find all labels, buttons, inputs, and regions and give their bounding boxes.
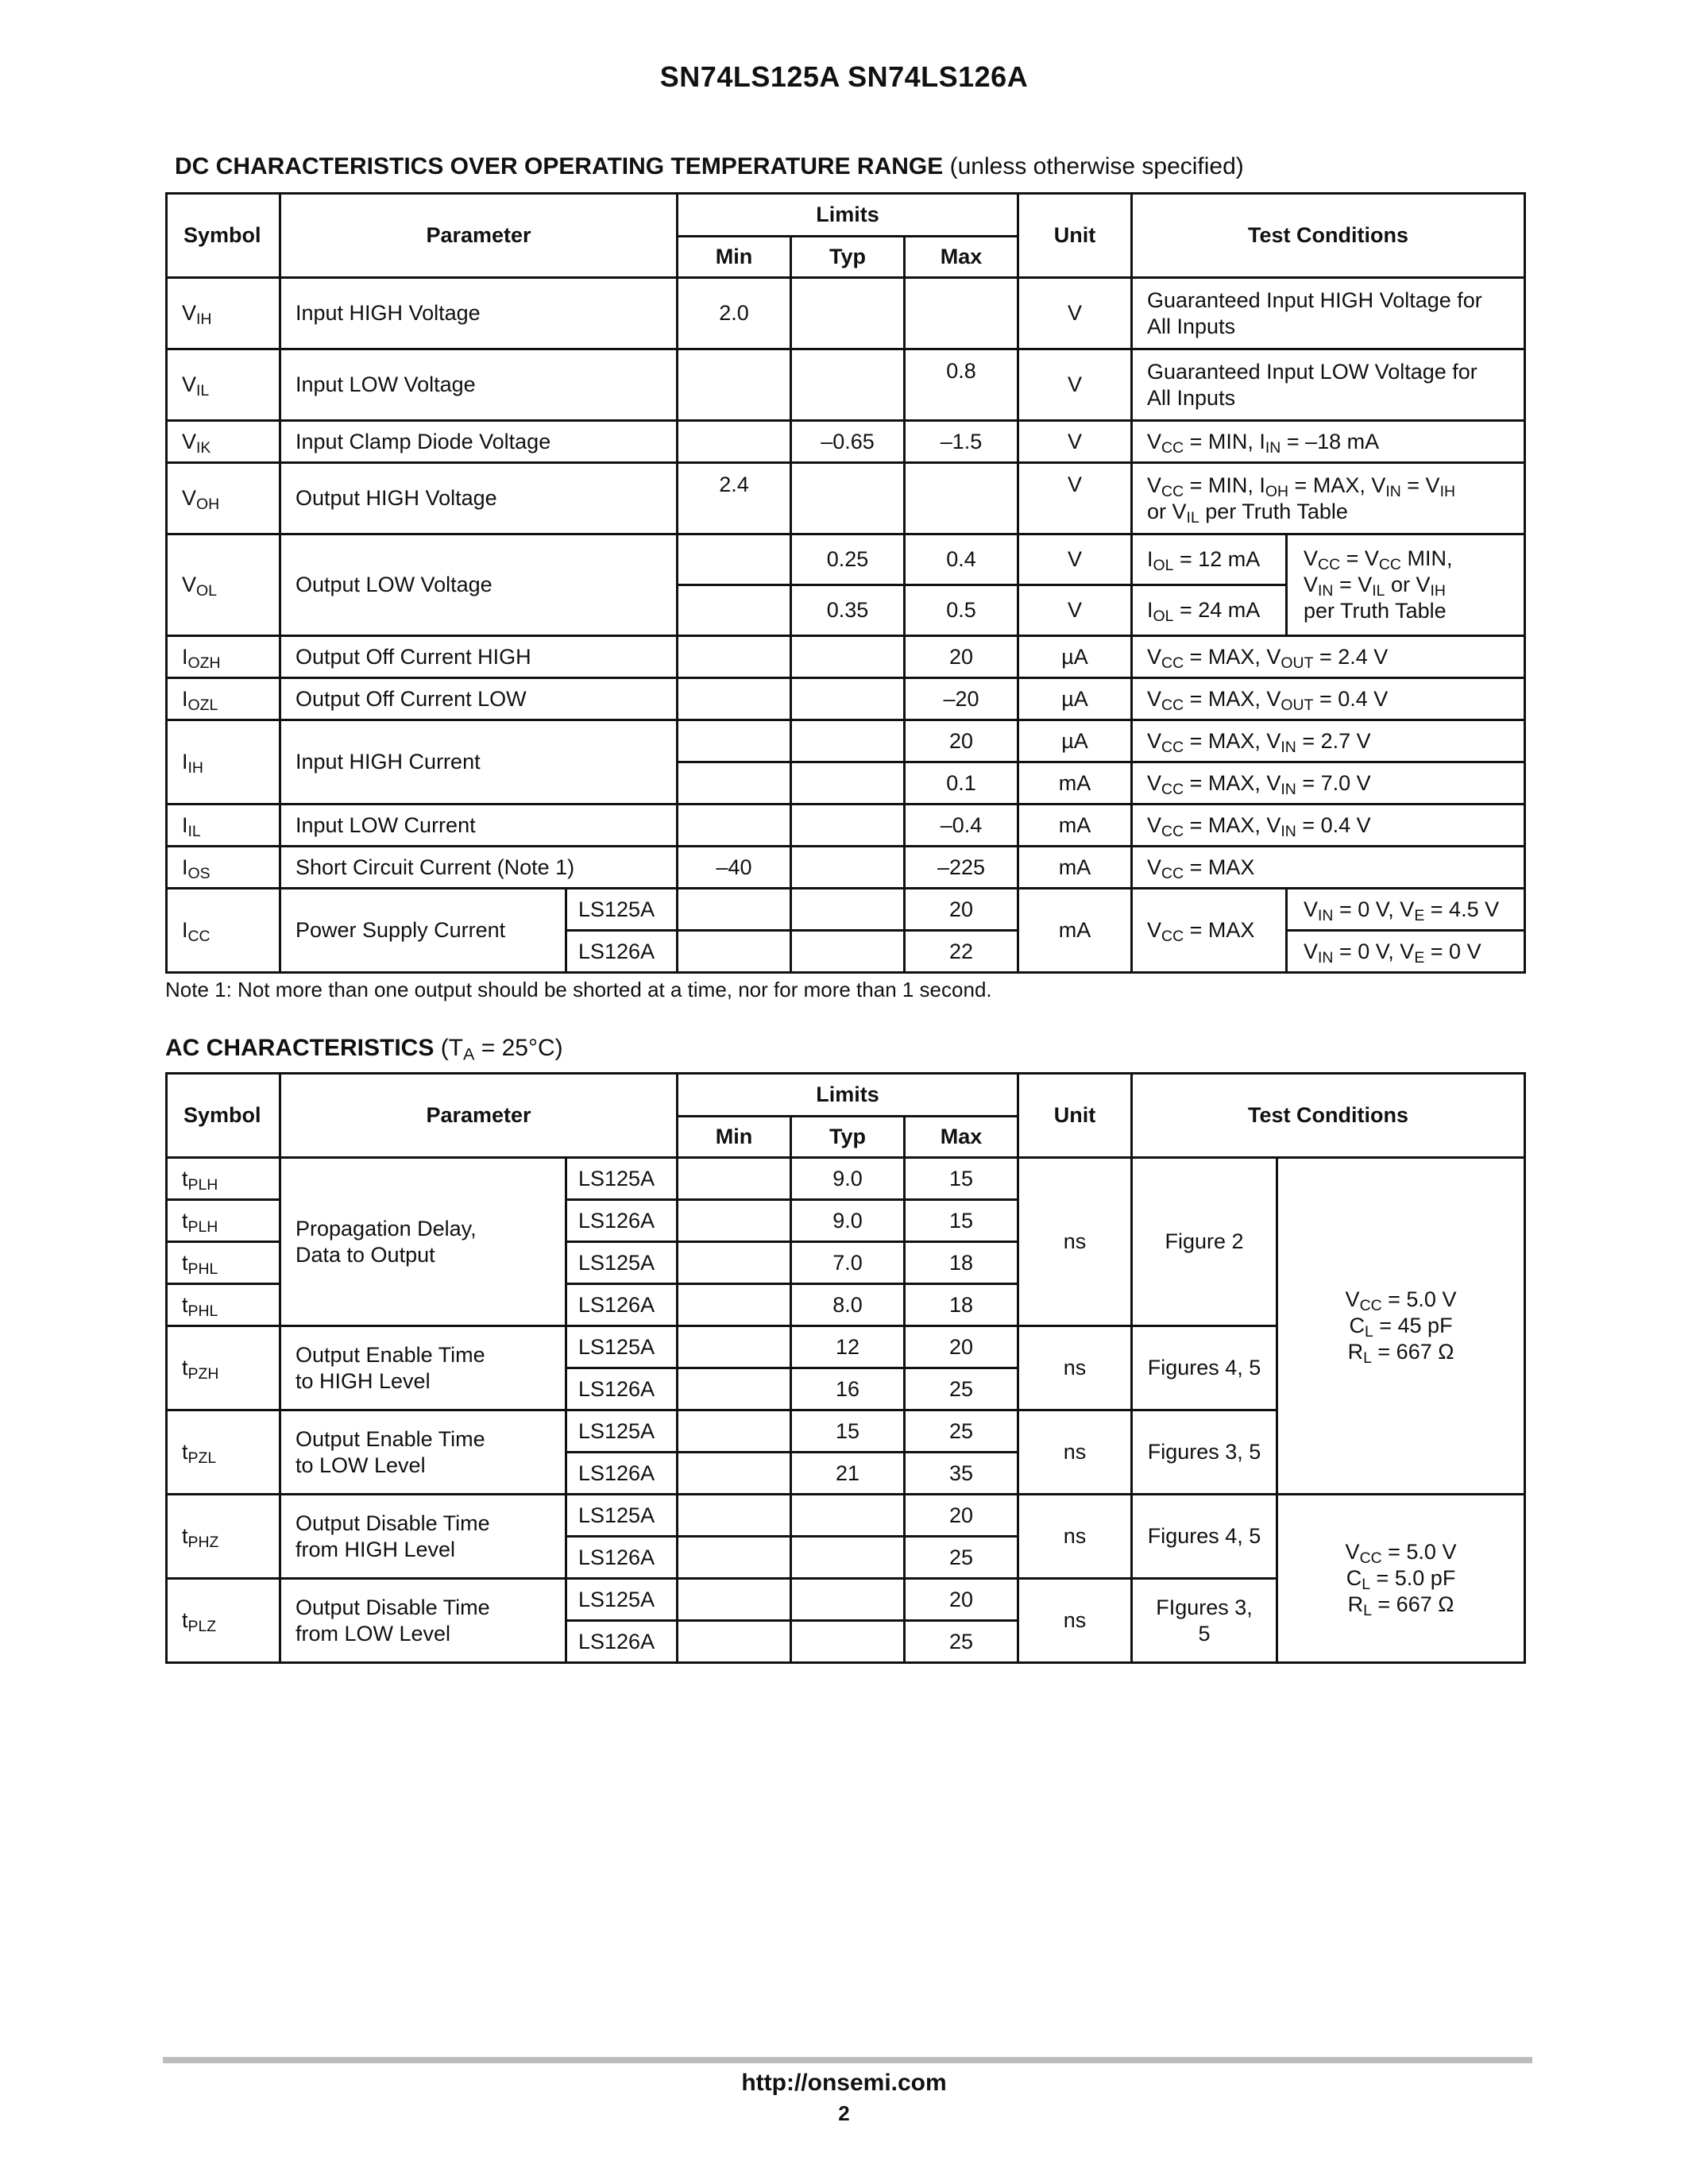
device-cell: LS125A [566,1242,678,1284]
test-condition-cell: $V_{CC}$ = MAX, $V_{IN} = 7.0$ V [1132,762,1525,805]
symbol-cell: $V_{OL}$ [167,534,280,636]
ac-header-parameter: Parameter [280,1074,678,1158]
typ-cell [791,931,905,973]
figure-reference: Figures 4, 5 [1132,1326,1277,1410]
device-cell: LS125A [566,1495,678,1537]
min-cell [678,931,791,973]
typ-cell [791,463,905,534]
table-row [167,421,1525,463]
symbol-cell: $t_{PZH}$ [167,1326,280,1410]
ac-header-max: Max [905,1117,1018,1158]
symbol-cell: $V_{OH}$ [167,463,280,534]
footer-divider [163,2057,1532,2063]
unit-cell: ns [1018,1410,1132,1495]
symbol-cell: $I_{OZH}$ [167,636,280,678]
parameter-cell: Output HIGH Voltage [280,463,678,534]
test-condition-cell: $V_{CC}$ = MAX [1132,889,1287,973]
parameter-cell: Power Supply Current [280,889,566,973]
max-cell: 22 [905,931,1018,973]
max-cell: 20 [905,889,1018,931]
parameter-cell: Short Circuit Current (Note 1) [280,847,678,889]
symbol-cell: $t_{PZL}$ [167,1410,280,1495]
device-cell: LS126A [566,1537,678,1579]
test-condition-cell: Guaranteed Input LOW Voltage for All Inputs [1132,349,1525,421]
table-row [167,720,1525,762]
unit-cell: mA [1018,805,1132,847]
test-condition-cell: Guaranteed Input HIGH Voltage for All Inputs [1132,278,1525,349]
ac-characteristics-table [165,1072,1526,1664]
max-cell: –1.5 [905,421,1018,463]
device-cell: LS125A [566,1410,678,1453]
min-cell [678,421,791,463]
symbol-cell: $t_{PHL}$ [167,1242,280,1284]
typ-cell: 12 [791,1326,905,1368]
min-cell [678,585,791,636]
typ-cell: 21 [791,1453,905,1495]
min-cell [678,349,791,421]
table-row [167,534,1525,585]
min-cell: –40 [678,847,791,889]
parameter-cell: Output Enable Time to LOW Level [280,1410,566,1495]
dc-header-min: Min [678,237,791,278]
min-cell [678,1326,791,1368]
test-condition-cell: $V_{CC}$ = MAX [1132,847,1525,889]
figure-reference: Figure 2 [1132,1158,1277,1326]
symbol-cell: $I_{IL}$ [167,805,280,847]
typ-cell [791,720,905,762]
parameter-cell: Propagation Delay, Data to Output [280,1158,566,1326]
unit-cell: µA [1018,678,1132,720]
unit-cell: µA [1018,720,1132,762]
min-cell [678,1200,791,1242]
page-number: 2 [838,2101,850,2125]
figure-reference: Figures 3, 5 [1132,1410,1277,1495]
shared-test-condition-cell: $V_{CC} = V_{CC}$ MIN, $V_{IN} = V_{IL}$ or $V_{IH}$ per Truth Table [1287,534,1525,636]
symbol-cell: $I_{CC}$ [167,889,280,973]
dc-header-max: Max [905,237,1018,278]
min-cell [678,1242,791,1284]
table-row [167,1158,1525,1200]
min-cell: 2.0 [678,278,791,349]
max-cell: 15 [905,1158,1018,1200]
ac-header-typ: Typ [791,1117,905,1158]
footer-url[interactable]: http://onsemi.com [741,2070,947,2096]
typ-cell: 0.35 [791,585,905,636]
parameter-cell: Output Disable Time from HIGH Level [280,1495,566,1579]
test-condition-cell: $V_{IN} = 0$ V, $V_E = 0$ V [1287,931,1525,973]
load-conditions-5pf: $V_{CC} = 5.0$ V $C_L = 5.0$ pF $R_L = 667$ Ω [1277,1495,1525,1663]
test-condition-cell: $I_{OL} = 12$ mA [1132,534,1287,585]
typ-cell [791,1495,905,1537]
page-title: SN74LS125A SN74LS126A [659,60,1029,93]
ac-header-symbol: Symbol [167,1074,280,1158]
symbol-cell: $V_{IH}$ [167,278,280,349]
max-cell: –0.4 [905,805,1018,847]
unit-cell: ns [1018,1158,1132,1326]
parameter-cell: Input HIGH Voltage [280,278,678,349]
min-cell [678,534,791,585]
ac-section-title [165,1034,563,1063]
table-row [167,278,1525,349]
device-cell: LS126A [566,1200,678,1242]
min-cell [678,1410,791,1453]
typ-cell: 16 [791,1368,905,1410]
unit-cell: V [1018,278,1132,349]
parameter-cell: Output Off Current HIGH [280,636,678,678]
device-cell: LS126A [566,1368,678,1410]
symbol-cell: $I_{OZL}$ [167,678,280,720]
unit-cell: ns [1018,1326,1132,1410]
typ-cell: 7.0 [791,1242,905,1284]
dc-header-limits: Limits [678,194,1018,237]
typ-cell [791,889,905,931]
min-cell [678,1453,791,1495]
typ-cell [791,1621,905,1663]
symbol-cell: $I_{IH}$ [167,720,280,805]
table-row [167,805,1525,847]
min-cell [678,1158,791,1200]
dc-header-symbol: Symbol [167,194,280,278]
dc-header-typ: Typ [791,237,905,278]
symbol-cell: $V_{IK}$ [167,421,280,463]
typ-cell: 0.25 [791,534,905,585]
max-cell [905,463,1018,534]
parameter-cell: Input Clamp Diode Voltage [280,421,678,463]
max-cell: 25 [905,1410,1018,1453]
dc-header-test-conditions: Test Conditions [1132,194,1525,278]
max-cell: 0.4 [905,534,1018,585]
dc-section-title [175,152,1244,181]
table-row [167,1495,1525,1537]
max-cell: 18 [905,1242,1018,1284]
parameter-cell: Output Off Current LOW [280,678,678,720]
device-cell: LS126A [566,1453,678,1495]
min-cell [678,636,791,678]
dc-characteristics-table [165,192,1526,974]
unit-cell: µA [1018,636,1132,678]
ac-header-test-conditions: Test Conditions [1132,1074,1525,1158]
typ-cell [791,349,905,421]
ac-subtitle: $(T_A = 25^\circ C)$ [440,1035,563,1064]
min-cell [678,678,791,720]
min-cell [678,889,791,931]
ac-header-limits: Limits [678,1074,1018,1117]
device-cell: LS125A [566,1579,678,1621]
min-cell [678,1621,791,1663]
parameter-cell: Output Disable Time from LOW Level [280,1579,566,1663]
table-row [167,847,1525,889]
max-cell: 35 [905,1453,1018,1495]
unit-cell: V [1018,421,1132,463]
unit-cell: V [1018,349,1132,421]
typ-cell: 8.0 [791,1284,905,1326]
unit-cell: ns [1018,1579,1132,1663]
table-row [167,889,1525,931]
max-cell: 0.5 [905,585,1018,636]
unit-cell: V [1018,534,1132,585]
max-cell: –225 [905,847,1018,889]
max-cell: 0.1 [905,762,1018,805]
typ-cell [791,1537,905,1579]
unit-cell: ns [1018,1495,1132,1579]
table-row [167,349,1525,421]
device-cell: LS125A [566,1158,678,1200]
unit-cell: mA [1018,762,1132,805]
note-1: Note 1: Not more than one output should be shorted at a time, nor for more than 1 second. [165,978,992,1001]
test-condition-cell: $I_{OL} = 24$ mA [1132,585,1287,636]
typ-cell: 15 [791,1410,905,1453]
ac-title: AC CHARACTERISTICS [165,1035,435,1061]
dc-header-unit: Unit [1018,194,1132,278]
max-cell: 25 [905,1621,1018,1663]
test-condition-cell: $V_{CC}$ = MIN, $I_{IN} = -18$ mA [1132,421,1525,463]
max-cell: 25 [905,1368,1018,1410]
min-cell [678,805,791,847]
unit-cell: mA [1018,847,1132,889]
test-condition-cell: $V_{CC}$ = MAX, $V_{OUT} = 2.4$ V [1132,636,1525,678]
max-cell: 20 [905,720,1018,762]
device-cell: LS126A [566,1621,678,1663]
max-cell: 18 [905,1284,1018,1326]
device-cell: LS126A [566,931,678,973]
dc-subtitle: (unless otherwise specified) [949,153,1244,179]
parameter-cell: Output LOW Voltage [280,534,678,636]
test-condition-cell: $V_{IN} = 0$ V, $V_E = 4.5$ V [1287,889,1525,931]
device-cell: LS125A [566,889,678,931]
symbol-cell: $t_{PLZ}$ [167,1579,280,1663]
symbol-cell: $I_{OS}$ [167,847,280,889]
ac-header-unit: Unit [1018,1074,1132,1158]
parameter-cell: Input LOW Current [280,805,678,847]
typ-cell [791,805,905,847]
min-cell [678,1368,791,1410]
parameter-cell: Input LOW Voltage [280,349,678,421]
symbol-cell: $t_{PHZ}$ [167,1495,280,1579]
min-cell [678,1284,791,1326]
symbol-cell: $t_{PHL}$ [167,1284,280,1326]
min-cell [678,1537,791,1579]
typ-cell [791,1579,905,1621]
typ-cell: –0.65 [791,421,905,463]
typ-cell: 9.0 [791,1200,905,1242]
min-cell [678,720,791,762]
test-condition-cell: $V_{CC}$ = MAX, $V_{IN} = 0.4$ V [1132,805,1525,847]
unit-cell: mA [1018,889,1132,973]
device-cell: LS125A [566,1326,678,1368]
typ-cell [791,678,905,720]
min-cell [678,1579,791,1621]
device-cell: LS126A [566,1284,678,1326]
max-cell: 20 [905,1495,1018,1537]
max-cell: –20 [905,678,1018,720]
test-condition-cell: $V_{CC}$ = MAX, $V_{IN} = 2.7$ V [1132,720,1525,762]
table-row [167,463,1525,534]
max-cell: 20 [905,636,1018,678]
figure-reference: FIgures 3, 5 [1132,1579,1277,1663]
parameter-cell: Input HIGH Current [280,720,678,805]
typ-cell: 9.0 [791,1158,905,1200]
max-cell: 20 [905,1326,1018,1368]
symbol-cell: $t_{PLH}$ [167,1200,280,1242]
load-conditions-45pf: $V_{CC} = 5.0$ V $C_L = 45$ pF $R_L = 667$ Ω [1277,1158,1525,1495]
min-cell [678,1495,791,1537]
ac-header-min: Min [678,1117,791,1158]
max-cell: 0.8 [905,349,1018,421]
typ-cell [791,762,905,805]
max-cell: 15 [905,1200,1018,1242]
typ-cell [791,636,905,678]
max-cell: 20 [905,1579,1018,1621]
unit-cell: V [1018,463,1132,534]
typ-cell [791,278,905,349]
min-cell: 2.4 [678,463,791,534]
dc-header-parameter: Parameter [280,194,678,278]
dc-title: DC CHARACTERISTICS OVER OPERATING TEMPERATURE RANGE [175,153,944,179]
symbol-cell: $V_{IL}$ [167,349,280,421]
parameter-cell: Output Enable Time to HIGH Level [280,1326,566,1410]
table-row [167,636,1525,678]
figure-reference: Figures 4, 5 [1132,1495,1277,1579]
max-cell: 25 [905,1537,1018,1579]
max-cell [905,278,1018,349]
unit-cell: V [1018,585,1132,636]
min-cell [678,762,791,805]
test-condition-cell: $V_{CC}$ = MIN, $I_{OH}$ = MAX, $V_{IN} = V_{IH}$ or $V_{IL}$ per Truth Table [1132,463,1525,534]
table-row [167,678,1525,720]
test-condition-cell: $V_{CC}$ = MAX, $V_{OUT} = 0.4$ V [1132,678,1525,720]
typ-cell [791,847,905,889]
symbol-cell: $t_{PLH}$ [167,1158,280,1200]
